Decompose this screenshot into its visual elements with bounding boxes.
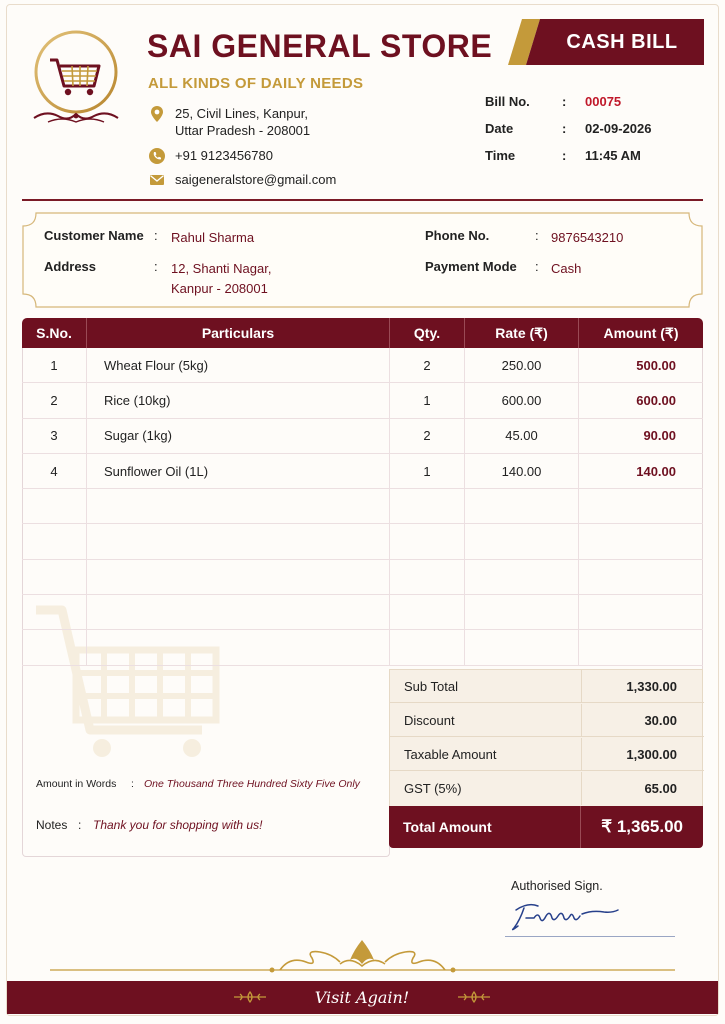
- location-pin-icon: [148, 105, 166, 123]
- separator: :: [535, 228, 539, 243]
- amount-in-words: [36, 778, 360, 790]
- cell-item: Wheat Flour (5kg): [87, 348, 390, 382]
- customer-address-field: [44, 259, 271, 299]
- discount-row: [390, 704, 704, 737]
- bill-date-label: Date: [485, 121, 514, 136]
- cell-sno: 3: [22, 419, 87, 453]
- header-qty: Qty.: [390, 318, 465, 348]
- bill-date-value: 02-09-2026: [585, 121, 652, 136]
- items-table-body: [22, 348, 703, 666]
- handwritten-signature: [508, 896, 623, 936]
- store-phone-number: +91 9123456780: [175, 148, 273, 163]
- customer-address-line1: 12, Shanti Nagar,: [171, 261, 272, 276]
- cell-amount: 90.00: [643, 428, 676, 444]
- footer-right-flourish-icon: [456, 990, 492, 1004]
- cell-rate: 250.00: [465, 348, 579, 382]
- cell-amount: 500.00: [636, 357, 676, 373]
- separator: :: [535, 259, 539, 274]
- header-sno: S.No.: [22, 318, 87, 348]
- footer-ornament: [50, 934, 675, 980]
- separator: :: [562, 148, 567, 163]
- separator: :: [154, 228, 158, 243]
- table-row: [22, 419, 703, 454]
- bill-time: [485, 148, 641, 163]
- separator: :: [562, 94, 567, 109]
- customer-name-label: Customer Name: [44, 228, 144, 243]
- amount-in-words-label: Amount in Words: [36, 778, 117, 790]
- taxable-amount-row: [390, 738, 704, 771]
- customer-address-label: Address: [44, 259, 97, 274]
- separator: :: [154, 259, 158, 274]
- store-email-address: saigeneralstore@gmail.com: [175, 172, 337, 187]
- store-tagline: ALL KINDS OF DAILY NEEDS: [148, 75, 364, 92]
- taxable-amount-value: 1,300.00: [581, 738, 704, 770]
- total-amount-label: Total Amount: [403, 819, 492, 835]
- customer-name-field: [44, 228, 254, 248]
- payment-mode-label: Payment Mode: [425, 259, 517, 274]
- taxable-amount-label: Taxable Amount: [404, 746, 497, 762]
- table-row-empty: [22, 630, 703, 665]
- bill-time-label: Time: [485, 148, 516, 163]
- amount-in-words-value: One Thousand Three Hundred Sixty Five Only: [144, 778, 360, 790]
- items-table-header: [22, 318, 703, 348]
- bill-number: [485, 94, 621, 109]
- bill-time-value: 11:45 AM: [585, 148, 641, 163]
- totals-box: [389, 669, 703, 807]
- header-rate: Rate (₹): [465, 318, 579, 348]
- separator: :: [78, 818, 82, 832]
- header-divider: [22, 199, 703, 201]
- total-amount-value: ₹ 1,365.00: [580, 806, 703, 848]
- table-row-empty: [22, 489, 703, 524]
- customer-phone-field: [425, 228, 623, 248]
- customer-address-value: [171, 259, 271, 299]
- bill-number-value: 00075: [585, 94, 622, 109]
- notes-value: Thank you for shopping with us!: [93, 818, 263, 832]
- store-address: [148, 105, 310, 139]
- header-amount: Amount (₹): [603, 324, 679, 341]
- cell-amount: 140.00: [636, 463, 676, 479]
- notes: [36, 818, 262, 832]
- sub-total-label: Sub Total: [404, 678, 458, 694]
- table-row: [22, 348, 703, 383]
- table-row-empty: [22, 560, 703, 595]
- cell-item: Sunflower Oil (1L): [87, 454, 390, 488]
- store-address-line1: 25, Civil Lines, Kanpur,: [175, 106, 308, 121]
- cell-sno: 1: [22, 348, 87, 382]
- discount-value: 30.00: [581, 704, 704, 736]
- sub-total-row: [390, 670, 704, 703]
- cell-qty: 1: [390, 383, 465, 417]
- phone-icon: [148, 147, 166, 165]
- cell-rate: 45.00: [465, 419, 579, 453]
- separator: :: [131, 778, 134, 790]
- table-row: [22, 454, 703, 489]
- shopping-cart-logo-icon: [28, 30, 124, 126]
- cell-sno: 2: [22, 383, 87, 417]
- customer-phone-label: Phone No.: [425, 228, 490, 243]
- table-row: [22, 383, 703, 418]
- store-name: SAI GENERAL STORE: [147, 28, 493, 64]
- customer-address-line2: Kanpur - 208001: [171, 281, 268, 296]
- cell-amount: 600.00: [636, 392, 676, 408]
- payment-mode-value: Cash: [551, 261, 582, 276]
- envelope-icon: [148, 171, 166, 189]
- cash-bill-label: CASH BILL: [566, 30, 678, 53]
- cell-qty: 2: [390, 348, 465, 382]
- bill-date: [485, 121, 652, 136]
- cell-item: Sugar (1kg): [87, 419, 390, 453]
- cell-qty: 1: [390, 454, 465, 488]
- customer-phone-value: 9876543210: [551, 230, 624, 245]
- authorised-sign-label: Authorised Sign.: [511, 879, 603, 893]
- sub-total-value: 1,330.00: [581, 670, 704, 702]
- table-row-empty: [22, 524, 703, 559]
- store-address-line2: Uttar Pradesh - 208001: [175, 123, 311, 138]
- bill-number-label: Bill No.: [485, 94, 530, 109]
- payment-mode-field: [425, 259, 581, 279]
- separator: :: [562, 121, 567, 136]
- total-amount-row: [389, 806, 703, 848]
- discount-label: Discount: [404, 712, 455, 728]
- gst-value: 65.00: [581, 772, 704, 805]
- cell-sno: 4: [22, 454, 87, 488]
- footer-visit-again: Visit Again!: [314, 988, 410, 1007]
- notes-label: Notes: [36, 818, 68, 832]
- cell-item: Rice (10kg): [87, 383, 390, 417]
- cell-qty: 2: [390, 419, 465, 453]
- cell-rate: 600.00: [465, 383, 579, 417]
- gst-label: GST (5%): [404, 781, 462, 796]
- header-particulars: Particulars: [87, 318, 390, 348]
- gst-row: [390, 772, 704, 805]
- table-row-empty: [22, 595, 703, 630]
- store-email: [148, 171, 336, 189]
- cell-rate: 140.00: [465, 454, 579, 488]
- store-phone: [148, 147, 273, 165]
- customer-name-value: Rahul Sharma: [171, 230, 255, 245]
